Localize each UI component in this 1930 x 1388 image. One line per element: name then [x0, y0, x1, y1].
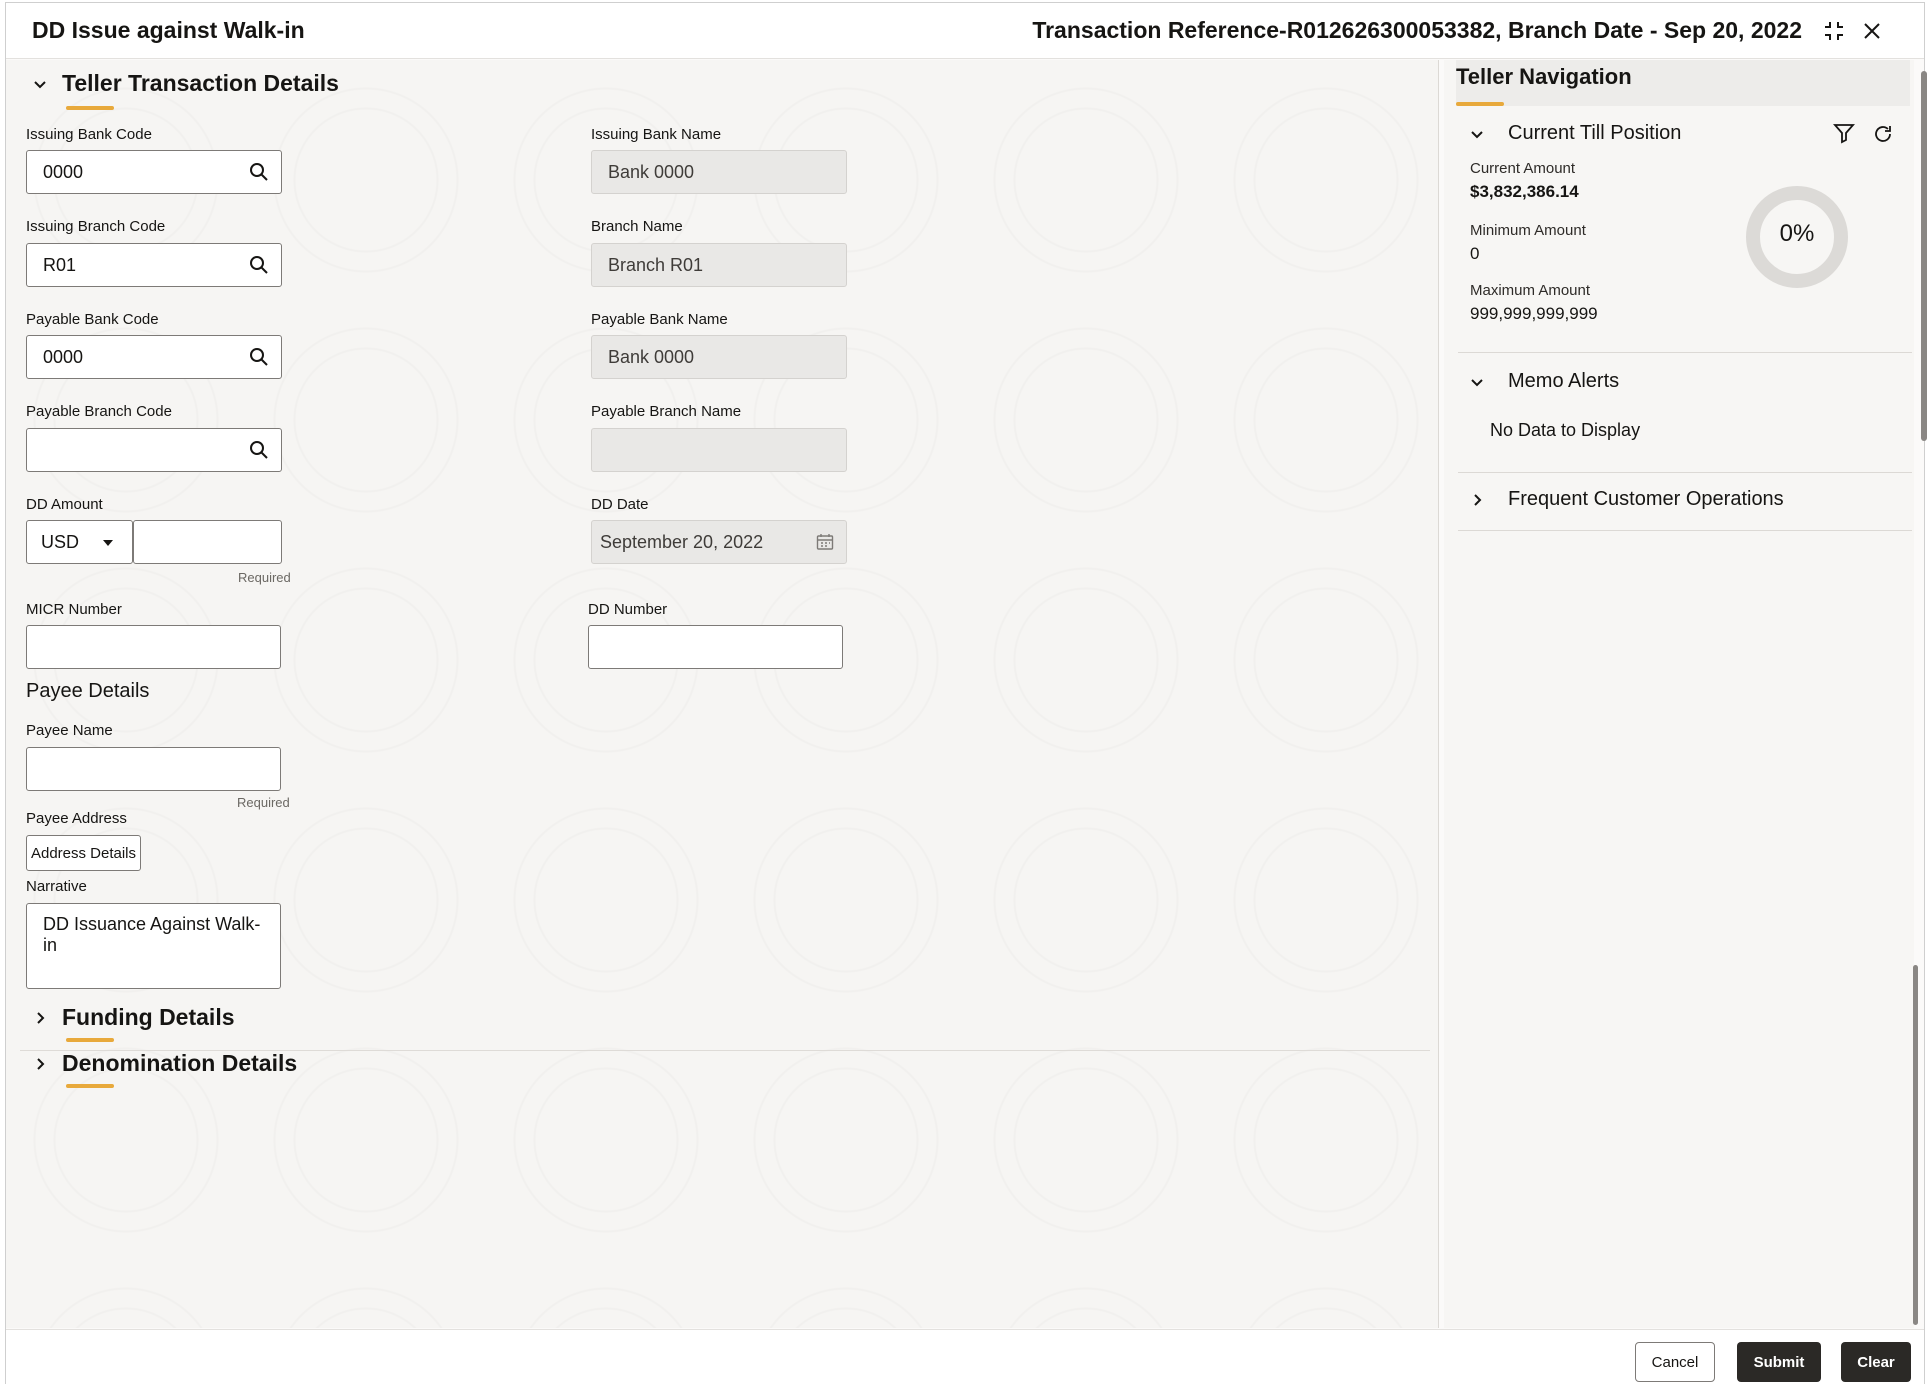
teller-navigation-panel — [1444, 60, 1914, 1328]
search-icon[interactable] — [249, 440, 269, 460]
input-value: Branch R01 — [608, 254, 704, 275]
payee-name-required: Required — [237, 795, 290, 810]
collapse-icon[interactable] — [1818, 15, 1850, 47]
refresh-icon[interactable] — [1872, 123, 1894, 145]
current-till-position-header[interactable] — [1466, 122, 1681, 145]
till-percent: 0% — [1779, 220, 1815, 247]
dd-number-input[interactable] — [588, 625, 843, 669]
chevron-down-icon — [1466, 371, 1488, 393]
payable-bank-name-label: Payable Bank Name — [591, 311, 728, 328]
section-underline — [1456, 102, 1504, 106]
section-label: Current Till Position — [1508, 122, 1682, 144]
section-label: Frequent Customer Operations — [1508, 488, 1784, 510]
page-title: DD Issue against Walk-in — [32, 17, 305, 43]
narrative-textarea[interactable] — [26, 903, 281, 989]
chevron-down-icon — [1466, 123, 1488, 145]
issuing-branch-code-input[interactable] — [26, 243, 282, 287]
section-underline — [66, 106, 114, 110]
main-content — [6, 60, 1438, 1328]
divider — [1458, 352, 1912, 353]
payable-branch-code-label: Payable Branch Code — [26, 403, 172, 420]
right-panel-scrollbar[interactable] — [1921, 71, 1927, 441]
panel-separator — [1438, 60, 1439, 1328]
chevron-right-icon — [28, 1006, 52, 1030]
search-icon[interactable] — [249, 347, 269, 367]
branch-name-field — [591, 243, 847, 287]
input-value: September 20, 2022 — [600, 531, 764, 552]
narrative-label: Narrative — [26, 878, 87, 895]
micr-number-input[interactable] — [26, 625, 281, 669]
payee-name-label: Payee Name — [26, 722, 113, 739]
denomination-details-header[interactable] — [28, 1050, 297, 1077]
issuing-bank-code-input[interactable] — [26, 150, 282, 194]
payable-branch-code-input[interactable] — [26, 428, 282, 472]
footer-bar — [6, 1329, 1924, 1385]
address-details-button[interactable]: Address Details — [26, 835, 141, 871]
currency-value: USD — [41, 531, 80, 552]
chevron-right-icon — [28, 1052, 52, 1076]
transaction-reference: Transaction Reference-R012626300053382, Branch Date - Sep 20, 2022 — [1032, 17, 1802, 43]
funding-details-header[interactable] — [28, 1004, 235, 1031]
dd-amount-label: DD Amount — [26, 496, 103, 513]
chevron-right-icon — [1466, 489, 1488, 511]
payee-address-label: Payee Address — [26, 810, 127, 827]
current-amount-label: Current Amount — [1470, 160, 1576, 177]
chevron-down-icon — [28, 72, 52, 96]
section-label: Teller Transaction Details — [62, 70, 339, 96]
issuing-branch-code-label: Issuing Branch Code — [26, 218, 166, 235]
dd-date-label: DD Date — [591, 496, 649, 513]
caret-down-icon — [102, 539, 114, 547]
section-underline — [66, 1084, 114, 1088]
dd-issue-window — [5, 2, 1925, 1384]
teller-navigation-title: Teller Navigation — [1456, 64, 1632, 89]
currency-select[interactable] — [26, 520, 133, 564]
section-label: Denomination Details — [62, 1050, 298, 1076]
calendar-icon[interactable] — [816, 533, 834, 551]
divider — [1458, 472, 1912, 473]
payee-details-heading: Payee Details — [26, 680, 150, 702]
dd-number-label: DD Number — [588, 601, 668, 618]
payable-branch-name-label: Payable Branch Name — [591, 403, 742, 420]
dd-date-field[interactable] — [591, 520, 847, 564]
input-value: R01 — [43, 254, 77, 275]
teller-transaction-details-header[interactable] — [28, 70, 339, 97]
input-value: Bank 0000 — [608, 161, 695, 182]
input-value: 0000 — [43, 161, 84, 182]
dd-amount-required: Required — [238, 570, 291, 585]
close-icon[interactable] — [1856, 15, 1888, 47]
issuing-bank-name-field — [591, 150, 847, 194]
frequent-customer-operations-header[interactable] — [1466, 488, 1784, 511]
filter-icon[interactable] — [1833, 122, 1855, 144]
section-label: Funding Details — [62, 1004, 235, 1030]
cancel-button[interactable]: Cancel — [1635, 1342, 1715, 1382]
main-scrollbar[interactable] — [1913, 965, 1918, 1325]
issuing-bank-name-label: Issuing Bank Name — [591, 126, 722, 143]
payable-branch-name-field — [591, 428, 847, 472]
payable-bank-code-input[interactable] — [26, 335, 282, 379]
branch-name-label: Branch Name — [591, 218, 683, 235]
minimum-amount-value: 0 — [1470, 244, 1480, 263]
input-value: DD Issuance Against Walk-in — [43, 914, 261, 955]
section-label: Memo Alerts — [1508, 370, 1620, 392]
payable-bank-name-field — [591, 335, 847, 379]
divider — [1458, 530, 1912, 531]
search-icon[interactable] — [249, 162, 269, 182]
memo-alerts-header[interactable] — [1466, 370, 1619, 393]
minimum-amount-label: Minimum Amount — [1470, 222, 1586, 239]
window-header — [6, 3, 1924, 59]
clear-button[interactable]: Clear — [1841, 1342, 1911, 1382]
payee-name-input[interactable] — [26, 747, 281, 791]
current-amount-value: $3,832,386.14 — [1470, 182, 1579, 201]
maximum-amount-label: Maximum Amount — [1470, 282, 1591, 299]
payable-bank-code-label: Payable Bank Code — [26, 311, 159, 328]
memo-empty-text: No Data to Display — [1490, 420, 1641, 440]
maximum-amount-value: 999,999,999,999 — [1470, 304, 1598, 323]
dd-amount-input[interactable] — [133, 520, 282, 564]
teller-navigation-title-bar — [1456, 60, 1910, 106]
input-value: 0000 — [43, 346, 84, 367]
search-icon[interactable] — [249, 255, 269, 275]
section-underline — [66, 1038, 114, 1042]
input-value: Bank 0000 — [608, 346, 695, 367]
micr-number-label: MICR Number — [26, 601, 122, 618]
issuing-bank-code-label: Issuing Bank Code — [26, 126, 152, 143]
submit-button[interactable]: Submit — [1737, 1342, 1821, 1382]
